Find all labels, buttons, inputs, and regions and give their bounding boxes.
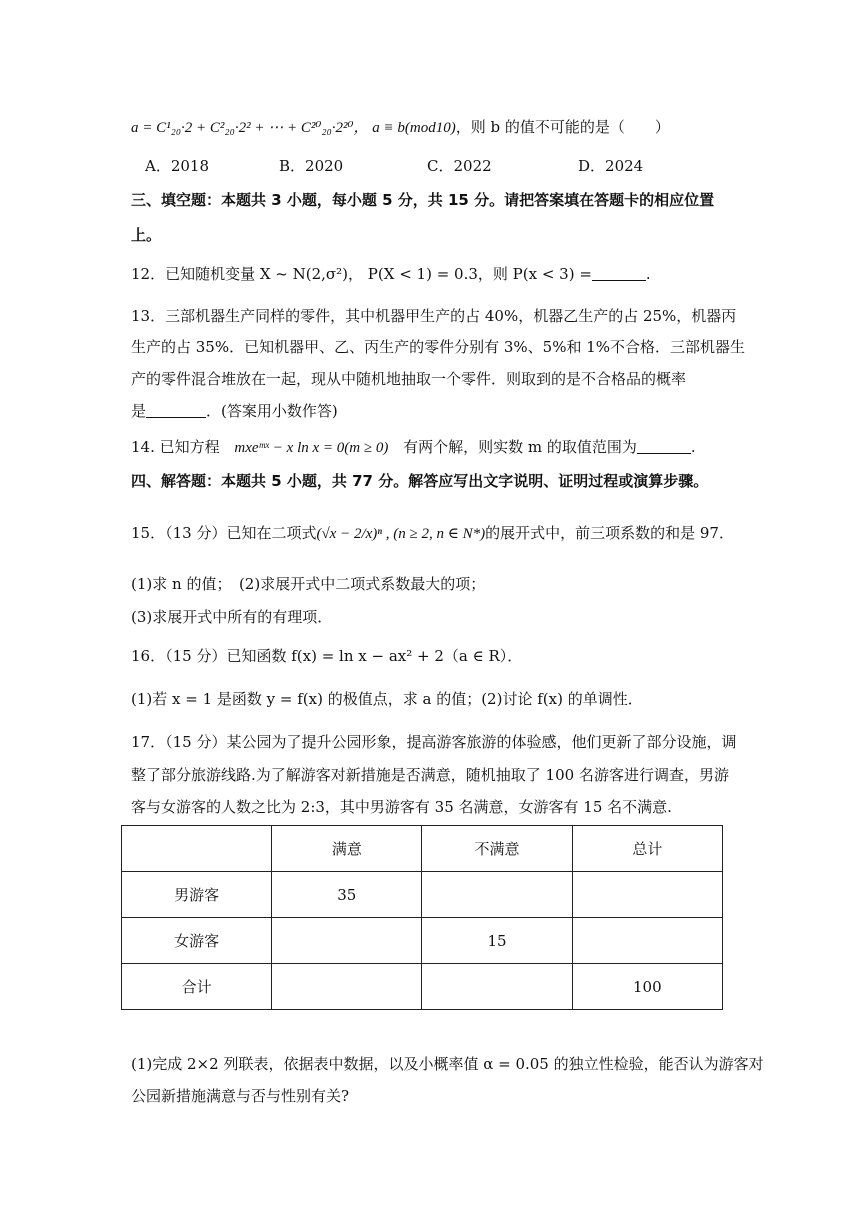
table-header-cell: 总计 [572,826,722,872]
table-cell: 100 [572,964,722,1010]
q14-equation: mxeᵐˣ − x ln x = 0(m ≥ 0) [234,440,389,456]
table-cell [422,964,572,1010]
q11-option-d: D．2024 [578,157,644,175]
q13-line4 [131,400,338,422]
table-row [122,872,723,918]
table-row [122,918,723,964]
q17-line3: 客与女游客的人数之比为 2:3，其中男游客有 35 名满意，女游客有 15 名不满意. [131,798,672,816]
q11-formula: a = C¹₂₀·2 + C²₂₀·2² + ⋯ + C²⁰₂₀·2²⁰， a ≡ b(mod10) [131,120,456,136]
q13-line4-prefix: 是 [131,402,147,420]
table-cell [572,872,722,918]
table-header-cell [122,826,272,872]
section3-heading-cont: 上。 [131,226,162,244]
table-cell [272,918,422,964]
contingency-table [121,825,723,1010]
q15-binomial-expression: (√x − 2/x)ⁿ , (n ≥ 2, n ∈ N*) [316,526,486,542]
q11-stem [131,116,670,139]
q16-stem: 16．（15 分）已知函数 f(x) = ln x − ax² + 2（a ∈ R）． [131,647,523,665]
q15-stem-a: 15．（13 分）已知在二项式 [131,524,317,542]
q11-text: ，则 b 的值不可能的是（ ） [455,118,670,136]
table-cell: 合计 [122,964,272,1010]
q15-stem [131,522,734,545]
table-cell [272,964,422,1010]
q15-part-3: (3)求展开式中所有的有理项． [131,608,333,626]
q13-line4-suffix: ．(答案用小数作答) [206,402,338,420]
q14-answer-blank [637,439,691,454]
table-cell: 男游客 [122,872,272,918]
q14-prefix: 14. 已知方程 [131,438,220,456]
table-cell: 35 [272,872,422,918]
q14-suffix: 有两个解，则实数 m 的取值范围为 [403,438,637,456]
section3-heading: 三、填空题：本题共 3 小题，每小题 5 分，共 15 分。请把答案填在答题卡的相应位置 [131,191,715,209]
q17-part1-line2: 公园新措施满意与否与性别有关? [131,1087,350,1105]
q16-parts: (1)若 x = 1 是函数 y = f(x) 的极值点，求 a 的值；(2)讨论 f(x) 的单调性． [131,690,643,708]
q12-answer-blank [592,266,646,281]
q17-line2: 整了部分旅游线路.为了解游客对新措施是否满意，随机抽取了 100 名游客进行调查，男游 [131,766,729,784]
section4-heading: 四、解答题：本题共 5 小题，共 77 分。解答应写出文字说明、证明过程或演算步骤。 [131,472,709,490]
table-cell: 15 [422,918,572,964]
q11-option-c: C．2022 [427,157,492,175]
table-header-cell: 不满意 [422,826,572,872]
q17-part1-line1: (1)完成 2×2 列联表，依据表中数据，以及小概率值 α = 0.05 的独立性检验，能否认为游客对 [131,1055,764,1073]
table-cell [422,872,572,918]
q13-answer-blank [146,403,206,418]
table-header-cell: 满意 [272,826,422,872]
q14: 14. 已知方程 mxeᵐˣ − x ln x = 0(m ≥ 0) 有两个解，则实数 m 的取值范围为 . [131,438,696,456]
q13-line2: 生产的占 35%．已知机器甲、乙、丙生产的零件分别有 3%、5%和 1%不合格．三部机器生 [131,338,746,356]
q15-stem-b: 的展开式中，前三项系数的和是 97． [485,524,734,542]
table-cell [572,918,722,964]
table-cell: 女游客 [122,918,272,964]
q12: 12．已知随机变量 X ~ N(2,σ²)， P(X < 1) = 0.3，则 P(x < 3) = . [131,265,651,283]
q15-parts-1-2: (1)求 n 的值； (2)求展开式中二项式系数最大的项； [131,575,486,593]
q11-option-b: B．2020 [279,157,344,175]
table-row [122,964,723,1010]
q11-option-a: A．2018 [145,157,210,175]
q12-text: 12．已知随机变量 X ~ N(2,σ²)， P(X < 1) = 0.3，则 P(x < 3) = [131,265,592,283]
q13-line1: 13．三部机器生产同样的零件，其中机器甲生产的占 40%，机器乙生产的占 25%，机器丙 [131,307,737,325]
q11-options [131,155,731,177]
q13-line3: 产的零件混合堆放在一起，现从中随机地抽取一个零件．则取到的是不合格品的概率 [131,370,687,388]
table-header-row [122,826,723,872]
q17-line1: 17．（15 分）某公园为了提升公园形象，提高游客旅游的体验感，他们更新了部分设施，调 [131,733,737,751]
